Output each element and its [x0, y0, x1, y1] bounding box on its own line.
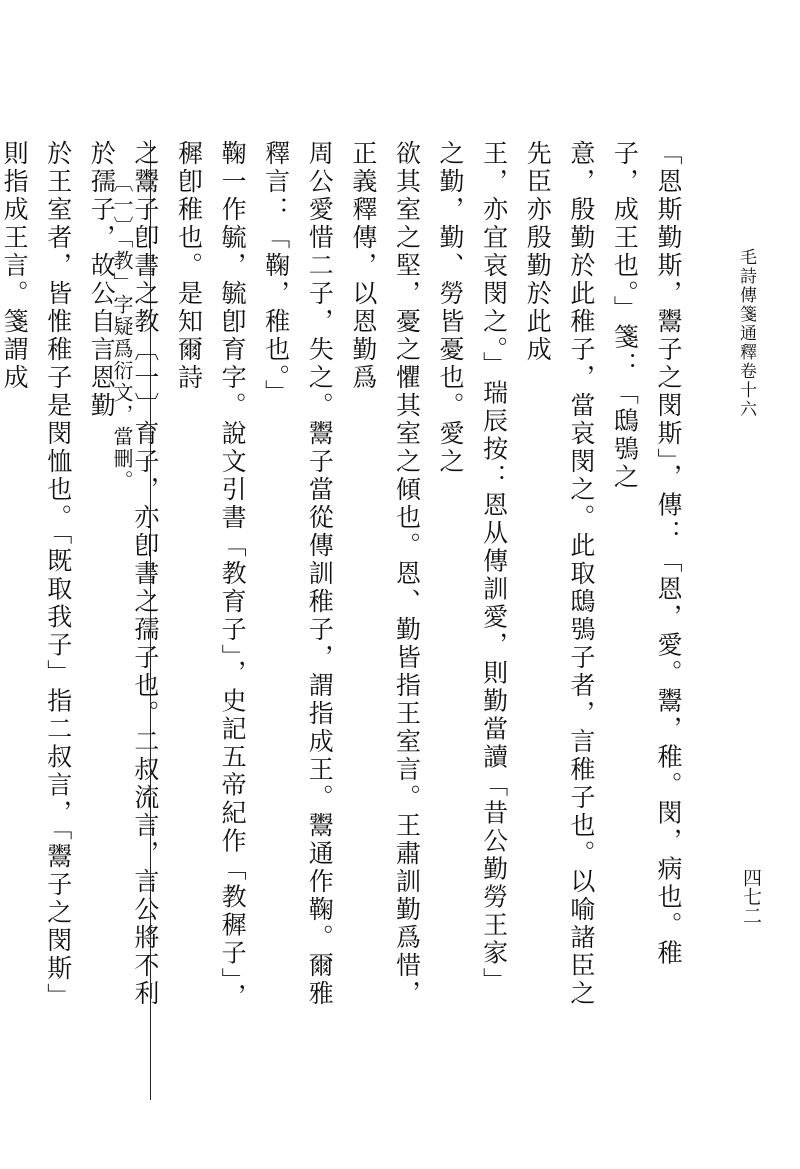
text-line: 鞠一作毓，毓卽育字。說文引書「教育子」，史記五帝紀作「教穉子」，穉卽稚也。是知爾詩 [174, 140, 248, 1011]
text-line: 王，亦宜哀閔之。」瑞辰按：恩从傳訓愛，則勤當讀「昔公勤勞王家」之勤，勤、勞皆憂也。愛之 [436, 140, 509, 996]
page-number: 四七二 [740, 868, 762, 925]
footnote-divider [150, 140, 151, 1100]
text-line: 之鬻子卽書之教〔一〕育子，亦卽書之孺子也。二叔流言，言公將不利於孺子，故公自言恩勤 [87, 140, 160, 1008]
text-line: 欲其室之堅，憂之懼其室之傾也。恩、勤皆指王室言。王肅訓勤爲惜，正義釋傳，以恩勤爲 [348, 140, 422, 1008]
text-line: 意，殷勤於此稚子，當哀閔之。此取鴟鴞子者，言稚子也。以喻諸臣之先臣亦殷勤於此成 [523, 140, 596, 1008]
text-line: 周公愛惜二子，失之。鬻子當從傳訓稚子，謂指成王。鬻通作鞠。爾雅釋言：「鞠，稚也。」 [261, 140, 335, 1008]
footnote: 〔一〕「教」字疑爲衍文，當刪。 [110, 172, 134, 492]
text-line: 「恩斯勤斯，鬻子之閔斯」，傳：「恩，愛。鬻，稚。閔，病也。稚子，成王也。」箋：「鴟鴞之 [610, 140, 683, 968]
running-header-title: 毛詩傳箋通釋卷十六 [736, 248, 756, 419]
text-line: 於王室者，皆惟稚子是閔恤也。「既取我子」指二叔言，「鬻子之閔斯」則指成王言。箋謂成 [0, 140, 73, 1011]
